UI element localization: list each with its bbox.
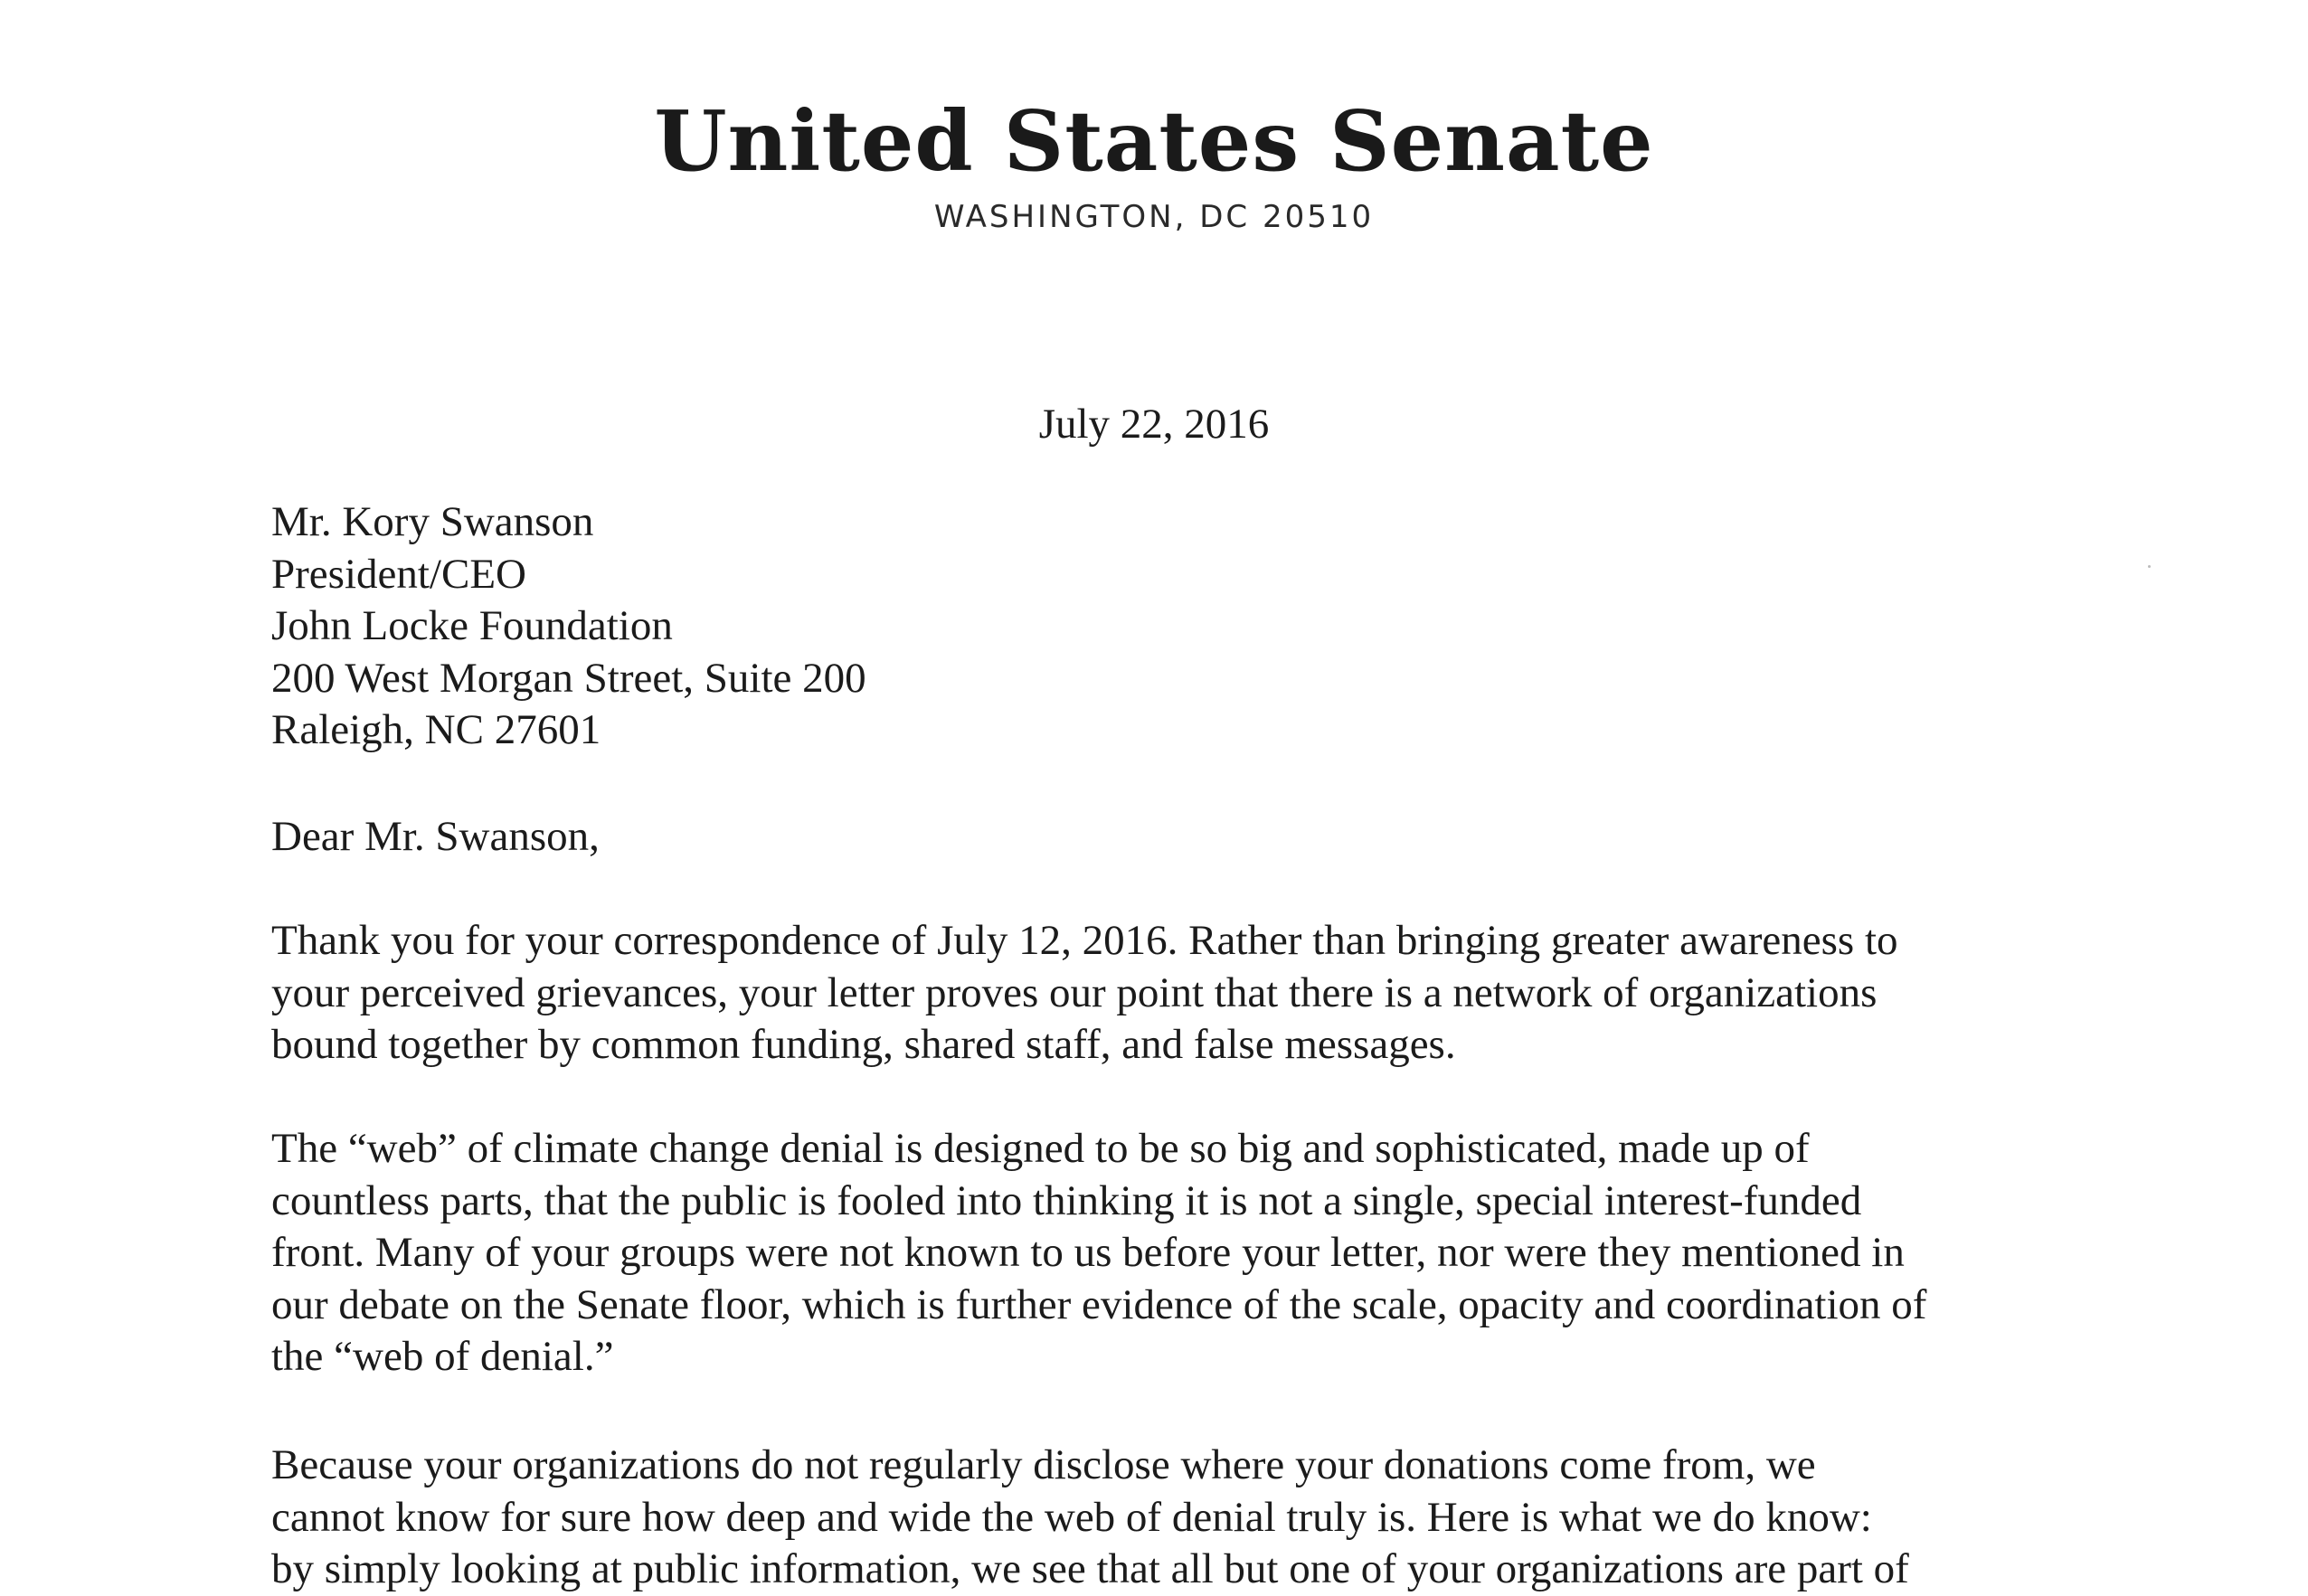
salutation: Dear Mr. Swanson,: [271, 813, 600, 860]
recipient-organization: John Locke Foundation: [271, 602, 673, 649]
paragraph-line: by simply looking at public information, we see that all but one of your organizations are part of: [271, 1545, 1909, 1592]
paragraph-line: cannot know for sure how deep and wide the web of denial truly is. Here is what we do know:: [271, 1493, 1872, 1541]
paragraph-line: the “web of denial.”: [271, 1333, 614, 1380]
paragraph-3: [271, 1440, 2071, 1596]
recipient-street: 200 West Morgan Street, Suite 200: [271, 654, 866, 702]
paragraph-line: our debate on the Senate floor, which is further evidence of the scale, opacity and coordination of: [271, 1280, 1927, 1328]
recipient-city: Raleigh, NC 27601: [271, 706, 601, 753]
scan-speck: [2148, 565, 2151, 568]
letterhead-city: WASHINGTON, DC 20510: [933, 199, 1375, 235]
paragraph-2: [271, 1123, 2071, 1384]
paragraph-line: countless parts, that the public is fooled into thinking it is not a single, special interest-funded: [271, 1176, 1862, 1224]
paragraph-line: front. Many of your groups were not known to us before your letter, nor were they mentioned in: [271, 1229, 1905, 1276]
recipient-title: President/CEO: [271, 550, 526, 598]
paragraph-line: Thank you for your correspondence of July 12, 2016. Rather than bringing greater awareness to: [271, 917, 1898, 964]
paragraph-line: your perceived grievances, your letter proves our point that there is a network of organizations: [271, 968, 1878, 1016]
letter-date: July 22, 2016: [1038, 401, 1270, 448]
recipient-address: [271, 496, 2071, 757]
paragraph-line: Because your organizations do not regularly disclose where your donations come from, we: [271, 1441, 1816, 1488]
letterhead: [0, 92, 2308, 235]
paragraph-line: bound together by common funding, shared staff, and false messages.: [271, 1021, 1456, 1068]
recipient-name: Mr. Kory Swanson: [271, 498, 594, 545]
paragraph-1: [271, 915, 2071, 1072]
paragraph-line: The “web” of climate change denial is designed to be so big and sophisticated, made up of: [271, 1125, 1810, 1172]
letterhead-title: United States Senate: [654, 92, 1654, 190]
